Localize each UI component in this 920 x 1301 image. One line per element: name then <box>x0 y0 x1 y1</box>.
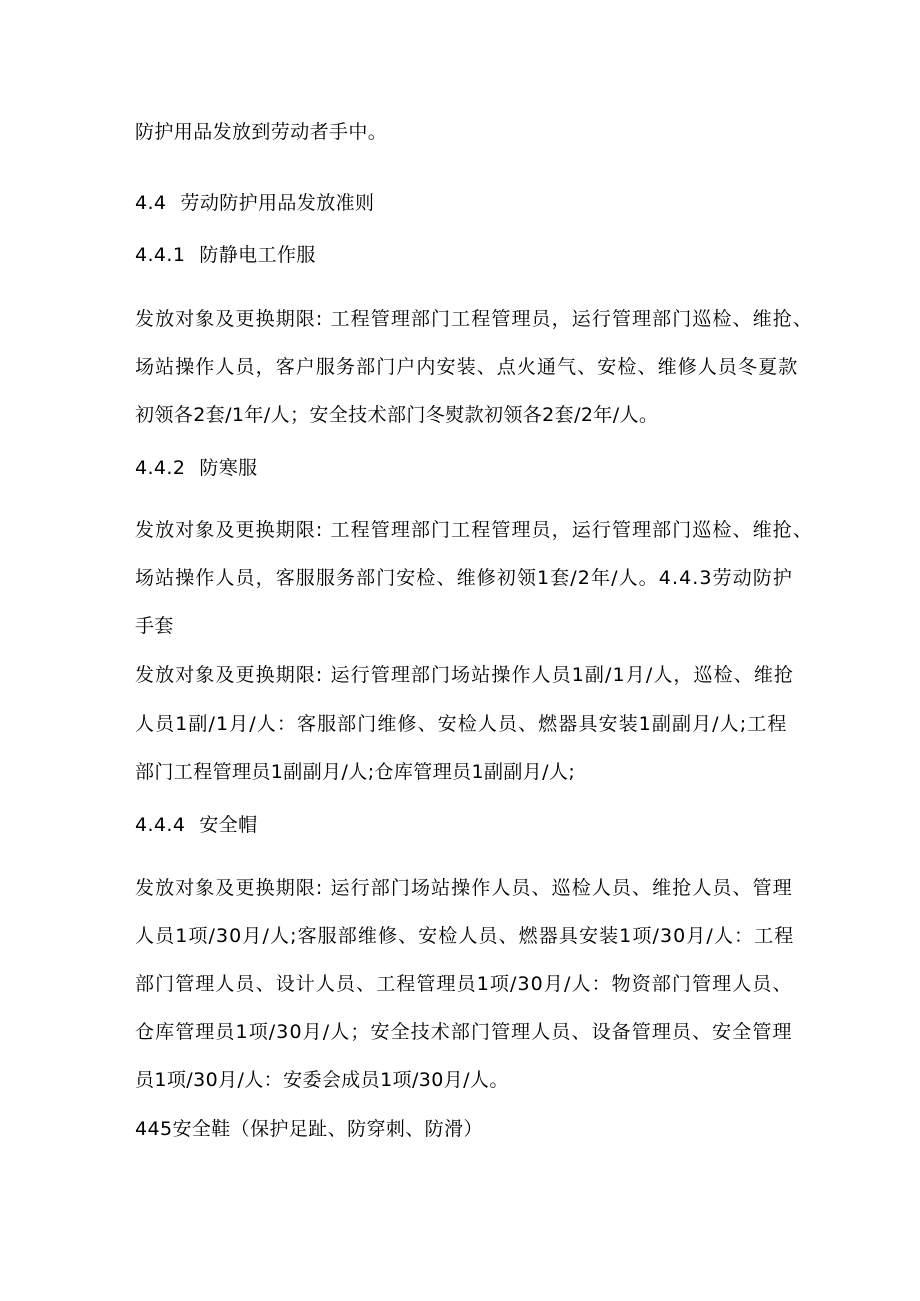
line-text: 场站操作人员，客户服务部门户内安装、点火通气、安检、维修人员冬夏款 <box>135 356 799 378</box>
line-text: 仓库管理员1项/30月/人；安全技术部门管理人员、设备管理员、安全管理 <box>135 1021 793 1043</box>
paragraph-line <box>135 355 799 379</box>
line-text: 场站操作人员，客服服务部门安检、维修初领1套/2年/人。4.4.3劳动防护 <box>135 567 794 589</box>
paragraph-line <box>135 1020 795 1044</box>
line-text: 发放对象及更换期限: 工程管理部门工程管理员，运行管理部门巡检、维抢、 <box>135 519 813 541</box>
section-title: 劳动防护用品发放准则 <box>180 192 375 214</box>
line-text: 发放对象及更换期限: 工程管理部门工程管理员，运行管理部门巡检、维抢、 <box>135 308 813 330</box>
section-number: 4.4.1 <box>135 244 186 266</box>
paragraph-line <box>135 614 795 638</box>
section-heading-4-4-2 <box>135 456 795 480</box>
section-heading-4-4-4 <box>135 813 795 837</box>
paragraph-line <box>135 566 795 590</box>
line-text: 人员1副/1月/人：客服部门维修、安检人员、燃器具安装1副副月/人;工程 <box>135 713 788 735</box>
section-number: 4.4.2 <box>135 457 186 479</box>
paragraph-line <box>135 663 795 687</box>
paragraph-line <box>135 307 813 331</box>
paragraph-line <box>135 1068 795 1092</box>
paragraph-line <box>135 518 813 542</box>
paragraph-line <box>135 712 795 736</box>
line-text: 发放对象及更换期限: 运行部门场站操作人员、巡检人员、维抢人员、管理 <box>135 877 793 899</box>
section-heading-4-4-5 <box>135 1117 795 1141</box>
section-heading-4-4 <box>135 191 795 215</box>
line-text: 防护用品发放到劳动者手中。 <box>135 121 388 143</box>
line-text: 部门工程管理员1副副月/人;仓库管理员1副副月/人; <box>135 761 576 783</box>
line-text: 人员1项/30月/人;客服部维修、安检人员、燃器具安装1项/30月/人：工程 <box>135 925 795 947</box>
section-number: 4.4.4 <box>135 814 186 836</box>
line-text: 员1项/30月/人：安委会成员1项/30月/人。 <box>135 1069 509 1091</box>
paragraph-line <box>135 760 795 784</box>
paragraph-line <box>135 876 795 900</box>
section-title: 安全帽 <box>199 814 258 836</box>
line-text: 手套 <box>135 615 174 637</box>
paragraph-line <box>135 403 795 427</box>
section-heading-4-4-1 <box>135 243 795 267</box>
section-number: 4.4 <box>135 192 167 214</box>
section-title: 防静电工作服 <box>199 244 316 266</box>
paragraph-line <box>135 972 795 996</box>
line-text: 部门管理人员、设计人员、工程管理员1项/30月/人：物资部门管理人员、 <box>135 973 793 995</box>
line-text: 初领各2套/1年/人；安全技术部门冬熨款初领各2套/2年/人。 <box>135 404 659 426</box>
paragraph-line <box>135 924 795 948</box>
line-text: 发放对象及更换期限: 运行管理部门场站操作人员1副/1月/人，巡检、维抢 <box>135 664 795 686</box>
paragraph-line <box>135 120 795 144</box>
section-title: 防寒服 <box>199 457 258 479</box>
line-text: 445安全鞋（保护足趾、防穿刺、防滑） <box>135 1118 483 1140</box>
